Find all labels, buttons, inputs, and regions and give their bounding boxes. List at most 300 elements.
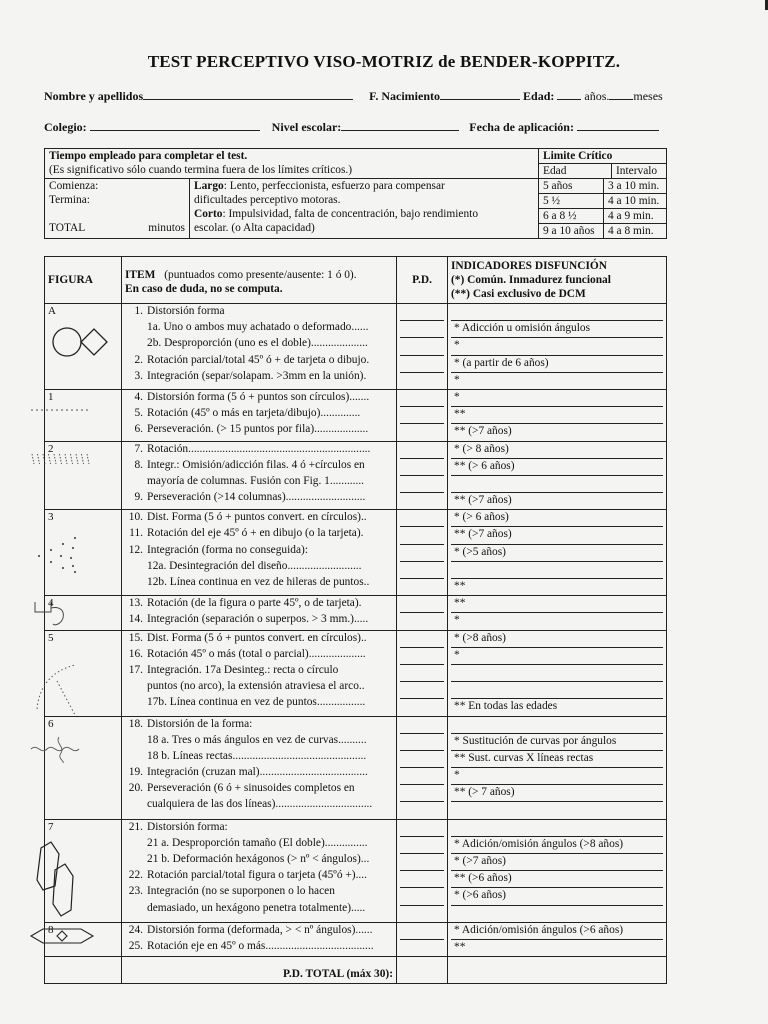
pd-score-box[interactable] [400,527,444,544]
pd-score-box[interactable] [400,390,444,407]
item-row [125,406,393,422]
pd-score-box[interactable] [400,493,444,509]
item-number: 10. [128,511,143,524]
field-anos[interactable] [557,88,581,100]
figure-cell [45,922,122,956]
pd-score-box[interactable] [400,562,444,579]
item-cell [122,716,397,819]
pd-cell [397,630,448,716]
item-text: cualquiera de las dos líneas).................................. [147,798,373,811]
item-number: 19. [128,766,143,779]
item-text: Rotación................................................................ [147,442,371,455]
item-text: Integración. 17a Desinteg.: recta o círculo [147,663,339,676]
item-row [125,526,393,542]
item-text: demasiado, un hexágono penetra totalmente)..... [147,901,366,914]
item-row [125,679,393,695]
bender-figure-drawing [29,534,89,578]
intervalo-row: 4 a 10 min. [604,194,666,209]
figure-cell [45,716,122,819]
pd-score-box[interactable] [400,717,444,734]
indicator-row: * Adicción u omisión ángulos [451,321,663,338]
item-text: Integración (separ/solapam. >3mm en la unión). [147,369,367,382]
figure-label: A [48,305,56,317]
figure-label: 8 [48,923,54,936]
item-cell [122,441,397,510]
indicator-row: * (> 6 años) [451,510,663,527]
indicator-row: ** En todas las edades [454,700,558,713]
field-nivel[interactable] [341,119,459,131]
pd-score-box[interactable] [400,321,444,338]
item-row [125,663,393,679]
intervalo-column [604,179,667,239]
pd-score-box[interactable] [400,837,444,854]
item-text: 21 a. Desproporción tamaño (El doble)............... [147,836,368,849]
indicator-cell [448,630,667,716]
field-nacimiento[interactable] [440,88,520,100]
item-row [125,749,393,765]
intervalo-row: 4 a 9 min. [604,209,666,224]
item-text: 18 b. Líneas rectas............................................... [147,749,367,762]
item-text: Dist. Forma (5 ó + puntos convert. en círculos).. [147,511,367,524]
col-indicadores [448,257,667,304]
item-number: 6. [134,423,143,436]
indicator-cell [448,304,667,390]
pd-score-box[interactable] [400,820,444,837]
corto-text-2: escolar. (o Alta capacidad) [194,222,315,234]
figure-cell [45,510,122,596]
item-number: 20. [128,782,143,795]
item-text: Rotación 45º o más (total o parcial).................... [147,647,366,660]
indicator-row: ** (>7 años) [454,425,512,438]
indicator-row: * Adición/omisión ángulos (>8 años) [451,837,663,854]
figure-label: 1 [48,390,54,403]
item-number: 2. [134,353,143,366]
label-minutos: minutos [148,222,185,234]
item-text: Distorsión de la forma: [147,717,253,730]
total-label: P.D. TOTAL (máx 30): [122,957,397,984]
item-row [125,695,393,711]
item-cell [122,510,397,596]
indicator-cell [448,441,667,510]
label-total: TOTAL [49,222,86,234]
indicator-row: ** [451,407,663,424]
figure-label: 6 [48,717,54,730]
pd-score-box[interactable] [400,442,444,459]
total-spacer [45,957,122,984]
pd-cell [397,304,448,390]
indicator-row: * (>8 años) [451,631,663,648]
item-row [125,612,393,628]
item-row [125,868,393,884]
indicator-row: * Adición/omisión ángulos (>6 años) [451,923,663,940]
item-text: Distorsión forma (5 ó + puntos son círculos)....... [147,390,370,403]
header-row-2 [44,119,659,135]
item-text: Rotación (45º o más en tarjeta/dibujo).............. [147,407,361,420]
item-row [125,390,393,406]
item-row [125,575,393,591]
indicator-row: ** [454,580,466,592]
indicator-row: * [454,614,460,627]
item-cell [122,596,397,630]
indicator-row [451,665,663,682]
pd-score-box[interactable] [400,888,444,905]
label-meses: meses [633,89,663,103]
item-text: 1a. Uno o ambos muy achatado o deformado...... [147,321,369,334]
figure-cell [45,819,122,922]
time-title: Tiempo empleado para completar el test. [49,150,248,162]
indicator-row: * (a partir de 6 años) [451,356,663,373]
item-row [125,820,393,836]
item-text: Distorsión forma (deformada, > < nº ángulos)...... [147,923,373,936]
bender-figure-drawing [29,452,93,470]
bender-figure-drawing [29,657,89,721]
figure-label: 3 [48,511,54,524]
pd-cell [397,819,448,922]
item-text: Integración (no se suporponen o lo hacen [147,885,335,898]
item-row [125,490,393,506]
item-text: Rotación parcial/total 45º ó + de tarjeta o dibujo. [147,353,370,366]
pd-score-box[interactable] [400,699,444,715]
indicator-row [451,476,663,493]
bender-figure-drawing [29,404,93,418]
pd-cell [397,716,448,819]
item-row [125,596,393,612]
item-number: 22. [128,869,143,882]
figure-group [45,922,667,956]
label-termina: Termina: [49,194,90,206]
figure-group [45,819,667,922]
scoring-table [44,256,667,984]
item-text: Distorsión forma [147,305,225,317]
item-text: Rotación parcial/total figura o tarjeta (45ºó +).... [147,869,367,882]
indicator-row: * (>5 años) [451,545,663,562]
indicator-row: ** Sust. curvas X líneas rectas [451,751,663,768]
item-row [125,442,393,458]
item-text: Rotación eje en 45º o más...................................... [147,939,374,952]
col-ind-common: (*) Común. Inmadurez funcional [451,274,611,286]
item-cell [122,922,397,956]
item-number: 17. [128,663,143,676]
indicator-row: ** (> 6 años) [451,459,663,476]
col-item [122,257,397,304]
indicator-cell [448,510,667,596]
item-cell [122,819,397,922]
pd-score-box[interactable] [400,648,444,665]
largo-label: Largo [194,180,224,192]
pd-score-box[interactable] [400,545,444,562]
indicator-row: * (> 8 años) [451,442,663,459]
indicator-row [451,802,663,818]
indicator-row: ** (>7 años) [451,527,663,544]
indicator-cell [448,596,667,630]
bender-figure-drawing [29,598,79,632]
figure-group [45,304,667,390]
item-text: Integración (forma no conseguida): [147,543,308,556]
field-fecha[interactable] [577,119,659,131]
time-title-cell [45,149,539,179]
pd-score-box[interactable] [400,476,444,493]
item-text: puntos (no arco), la extensión atraviesa el arco.. [147,680,365,693]
item-text: Dist. Forma (5 ó + puntos convert. en círculos).. [147,631,367,644]
largo-text: : Lento, perfeccionista, esfuerzo para compensar [223,180,445,192]
item-number: 1. [134,305,143,317]
item-number: 23. [128,885,143,898]
indicator-row: * Sustitución de curvas por ángulos [451,734,663,751]
pd-score-box[interactable] [400,734,444,751]
item-number: 12. [128,543,143,556]
indicator-row [451,682,663,699]
item-text: 12b. Línea continua en vez de hileras de puntos.. [147,576,370,588]
indicator-row: * (>6 años) [451,888,663,905]
indicator-row [451,906,663,922]
item-row [125,543,393,559]
field-colegio[interactable] [90,119,260,131]
label-edad: Edad: [523,89,555,103]
bender-figure-drawing [51,322,111,366]
bender-figure-drawing [29,927,95,949]
label-comienza: Comienza: [49,180,99,192]
figure-group [45,596,667,630]
item-number: 21. [128,820,143,833]
item-row [125,559,393,575]
pd-score-box[interactable] [400,579,444,595]
pd-cell [397,441,448,510]
item-text: Rotación (de la figura o parte 45º, o de tarjeta). [147,597,362,610]
item-text: Distorsión forma: [147,820,228,833]
intervalo-row: 3 a 10 min. [604,179,666,194]
item-text: 12a. Desintegración del diseño.......................... [147,559,362,572]
item-cell [122,304,397,390]
figure-cell [45,441,122,510]
label-anos: años. [584,89,610,103]
pd-score-box[interactable] [400,940,444,956]
item-text: Perseveración (6 ó + sinusoides completos en [147,782,355,795]
item-row [125,353,393,369]
item-row [125,733,393,749]
indicator-cell [448,716,667,819]
item-row [125,901,393,917]
item-row [125,422,393,438]
field-meses[interactable] [609,88,633,100]
figure-cell [45,630,122,716]
figure-label: 5 [48,631,54,644]
item-number: 14. [128,613,143,626]
figure-group [45,630,667,716]
item-number: 18. [128,717,143,730]
indicator-row [451,304,663,321]
pd-score-box[interactable] [400,802,444,818]
indicator-cell [448,819,667,922]
item-cell [122,389,397,441]
pd-score-box[interactable] [400,459,444,476]
item-number: 16. [128,647,143,660]
largo-text-2: dificultades perceptivo motoras. [194,194,341,206]
figure-cell [45,304,122,390]
item-cell [122,630,397,716]
col-intervalo: Intervalo [616,165,658,177]
item-row [125,836,393,852]
item-text: Integr.: Omisión/adicción filas. 4 ó +círculos en [147,458,365,471]
item-row [125,369,393,385]
pd-score-box[interactable] [400,424,444,440]
item-text: 17b. Línea continua en vez de puntos................. [147,696,366,709]
pd-score-box[interactable] [400,613,444,629]
time-description-cell [190,179,539,239]
limit-header-cell [539,149,667,179]
col-pd: P.D. [397,257,448,304]
item-number: 15. [128,631,143,644]
item-number: 13. [128,597,143,610]
col-edad: Edad [539,164,612,178]
indicator-row: ** [451,596,663,613]
pd-score-box[interactable] [400,596,444,613]
indicator-cell [448,922,667,956]
time-entries-cell [45,179,190,239]
pd-cell [397,596,448,630]
pd-score-box[interactable] [400,923,444,940]
time-table [44,148,667,239]
item-row [125,336,393,352]
indicator-row: ** [454,940,466,953]
edad-row: 5 ½ [539,194,603,209]
figure-label: 7 [48,820,54,833]
indicator-row [451,820,663,837]
indicator-row [451,717,663,734]
pd-score-box[interactable] [400,407,444,424]
total-score-box[interactable] [397,957,448,984]
item-text: 2b. Desproporción (uno es el doble).................... [147,337,368,350]
pd-score-box[interactable] [400,356,444,373]
item-text: 21 b. Deformación hexágonos (> nº < ángulos)... [147,853,370,865]
item-row [125,884,393,900]
col-item-subtitle: En caso de duda, no se computa. [125,283,283,295]
col-figura: FIGURA [45,257,122,304]
item-number: 5. [134,407,143,420]
indicator-row: * [451,338,663,355]
item-row [125,458,393,474]
figure-cell [45,596,122,630]
item-number: 25. [128,939,143,952]
pd-score-box[interactable] [400,510,444,527]
item-number: 8. [134,458,143,471]
item-row [125,797,393,813]
pd-score-box[interactable] [400,338,444,355]
pd-score-box[interactable] [400,682,444,699]
pd-cell [397,510,448,596]
total-row [45,957,667,984]
pd-score-box[interactable] [400,373,444,389]
label-fecha: Fecha de aplicación: [469,120,574,134]
pd-score-box[interactable] [400,906,444,922]
item-text: Perseveración. (> 15 puntos por fila)................... [147,423,369,436]
pd-score-box[interactable] [400,871,444,888]
figure-group [45,389,667,441]
total-indicator-spacer [448,957,667,984]
edad-column [539,179,604,239]
figure-group [45,716,667,819]
item-text: mayoría de columnas. Fusión con Fig. 1............ [147,474,365,487]
bender-figure-drawing [29,733,89,767]
pd-score-box[interactable] [400,854,444,871]
time-subtitle: (Es significativo sólo cuando termina fuera de los límites críticos.) [49,164,353,176]
edad-row: 6 a 8 ½ [539,209,603,224]
pd-score-box[interactable] [400,768,444,785]
item-number: 24. [128,923,143,936]
item-number: 3. [134,369,143,382]
limit-header: Limite Crítico [539,149,666,164]
item-row [125,510,393,526]
figure-group [45,441,667,510]
item-row [125,852,393,868]
item-row [125,939,393,955]
item-number: 7. [134,442,143,455]
item-text: 18 a. Tres o más ángulos en vez de curvas.......... [147,733,367,746]
item-number: 11. [129,527,143,540]
item-row [125,923,393,939]
indicator-row: ** (>7 años) [454,494,512,507]
indicator-row: * [454,373,460,386]
corto-label: Corto [194,208,223,220]
pd-score-box[interactable] [400,751,444,768]
figure-label: 2 [48,442,54,455]
indicator-row: * [451,390,663,407]
label-nombre: Nombre y apellidos [44,89,144,103]
corto-text: : Impulsividad, falta de concentración, bajo rendimiento [222,208,479,220]
pd-score-box[interactable] [400,665,444,682]
field-nombre[interactable] [143,88,353,100]
header-row-1 [44,88,663,104]
item-row [125,320,393,336]
edad-row: 9 a 10 años [543,225,595,237]
pd-score-box[interactable] [400,304,444,321]
pd-score-box[interactable] [400,631,444,648]
item-text: Integración (cruzan mal)...................................... [147,766,368,779]
pd-cell [397,389,448,441]
item-row [125,631,393,647]
edad-row: 5 años [539,179,603,194]
figure-label: 4 [48,597,54,610]
label-nacimiento: F. Nacimiento [369,89,441,103]
indicator-cell [448,389,667,441]
item-row [125,647,393,663]
col-item-title: ITEM [125,269,156,281]
item-number: 9. [134,491,143,504]
item-row [125,474,393,490]
item-text: Rotación del eje 45º ó + en dibujo (o la tarjeta). [147,527,364,540]
label-nivel: Nivel escolar: [271,120,342,134]
col-ind-title: INDICADORES DISFUNCIÓN [451,260,608,272]
col-item-note: (puntuados como presente/ausente: 1 ó 0). [164,269,357,281]
col-ind-dcm: (**) Casi exclusivo de DCM [451,288,586,300]
item-row [125,781,393,797]
indicator-row: * [451,648,663,665]
figure-cell [45,389,122,441]
bender-figure-drawing [29,840,89,924]
label-colegio: Colegio: [44,120,87,134]
indicator-row: ** (> 7 años) [451,785,663,802]
indicator-row: * [451,768,663,785]
pd-score-box[interactable] [400,785,444,802]
intervalo-row: 4 a 8 min. [608,225,654,237]
indicator-row [451,562,663,579]
page-title: TEST PERCEPTIVO VISO-MOTRIZ de BENDER-KOPPITZ. [147,52,621,71]
figure-group [45,510,667,596]
indicator-row: ** (>6 años) [451,871,663,888]
item-number: 4. [134,390,143,403]
item-row [125,304,393,320]
indicator-row: * (>7 años) [451,854,663,871]
item-text: Perseveración (>14 columnas)............................ [147,491,366,504]
